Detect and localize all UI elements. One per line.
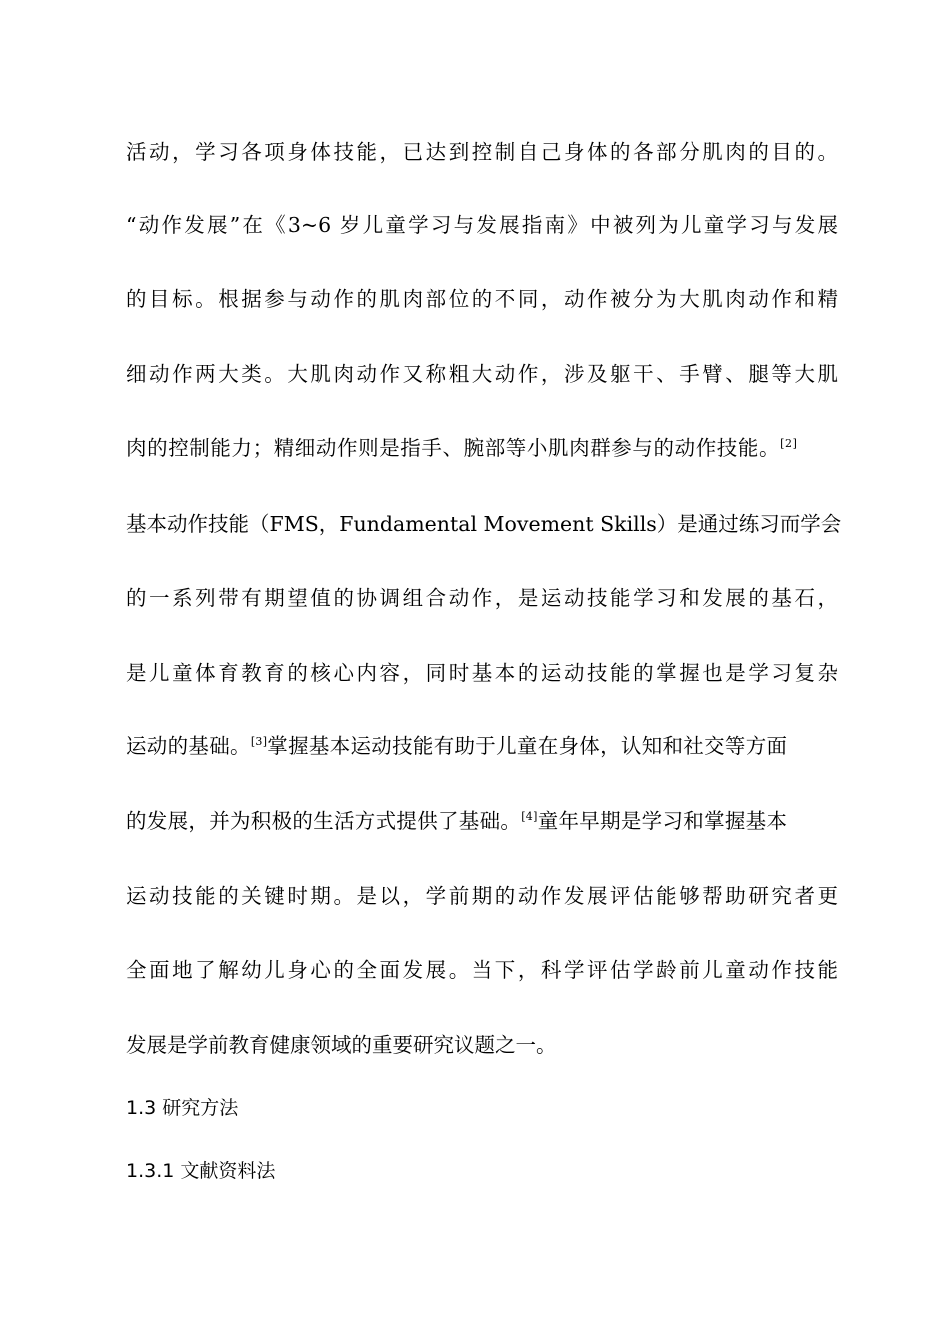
paragraph-line — [126, 733, 838, 759]
line-text: 童年早期是学习和掌握基本 — [537, 809, 788, 833]
paragraph-line: 基本动作技能（FMS，Fundamental Movement Skills）是通过练习而学会 — [126, 512, 842, 536]
line-text: 运动的基础。 — [126, 734, 251, 758]
paragraph-line: 的目标。根据参与动作的肌肉部位的不同，动作被分为大肌肉动作和精 — [126, 287, 838, 311]
paragraph-line: 活动，学习各项身体技能，已达到控制自己身体的各部分肌肉的目的。 — [126, 140, 838, 164]
paragraph-line: 的一系列带有期望值的协调组合动作，是运动技能学习和发展的基石， — [126, 586, 838, 610]
line-text: 的发展，并为积极的生活方式提供了基础。 — [126, 809, 522, 833]
paragraph-line: “动作发展”在《3~6 岁儿童学习与发展指南》中被列为儿童学习与发展 — [126, 213, 838, 237]
line-text: 肉的控制能力；精细动作则是指手、腕部等小肌肉群参与的动作技能。 — [126, 436, 781, 460]
paragraph-line — [126, 808, 838, 834]
section-heading: 1.3 研究方法 — [126, 1097, 239, 1119]
subsection-heading: 1.3.1 文献资料法 — [126, 1160, 276, 1182]
paragraph-line: 全面地了解幼儿身心的全面发展。当下，科学评估学龄前儿童动作技能 — [126, 958, 838, 982]
paragraph-line — [126, 435, 838, 461]
paragraph-line: 运动技能的关键时期。是以，学前期的动作发展评估能够帮助研究者更 — [126, 884, 838, 908]
citation-ref: [2] — [780, 437, 798, 451]
paragraph-line: 是儿童体育教育的核心内容，同时基本的运动技能的掌握也是学习复杂 — [126, 661, 838, 685]
paragraph-line: 细动作两大类。大肌肉动作又称粗大动作，涉及躯干、手臂、腿等大肌 — [126, 362, 838, 386]
line-text: 掌握基本运动技能有助于儿童在身体，认知和社交等方面 — [267, 734, 788, 758]
citation-ref: [3] — [250, 735, 268, 749]
citation-ref: [4] — [521, 810, 538, 824]
paragraph-line: 发展是学前教育健康领域的重要研究议题之一。 — [126, 1033, 557, 1057]
